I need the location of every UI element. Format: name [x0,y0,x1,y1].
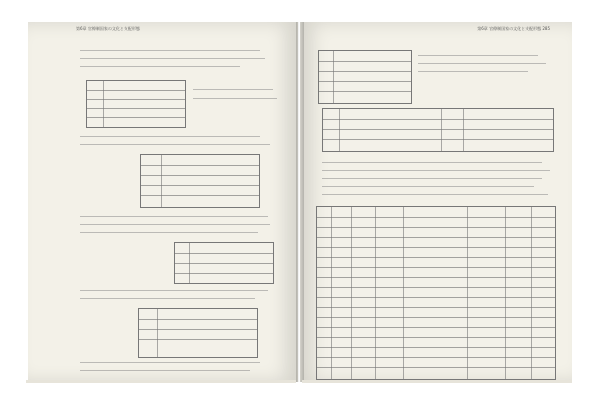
right-text-line [322,162,542,163]
right-text-line [418,55,538,56]
table-row-divider [317,227,555,228]
right-text-line [322,178,542,179]
left-text-line [193,89,273,90]
table-row-divider [317,277,555,278]
right-page-header: 第6章 官僚制国家の文化と支配形態 285 [477,26,550,31]
left-text-line [80,232,258,233]
table-row-divider [317,247,555,248]
left-table-3 [174,242,274,284]
right-table-1 [318,50,412,104]
table-row-divider [317,217,555,218]
left-text-line [80,50,260,51]
table-row-divider [317,237,555,238]
table-row-divider [87,90,185,91]
table-col-divider [189,243,190,283]
table-col-divider [157,309,158,357]
table-row-divider [317,307,555,308]
left-text-line [193,98,277,99]
table-col-divider [467,207,468,379]
left-text-line [80,290,268,291]
table-col-divider [339,109,340,151]
table-row-divider [317,357,555,358]
table-col-divider [505,207,506,379]
left-table-1 [86,80,186,128]
table-row-divider [141,185,259,186]
left-table-2 [140,154,260,208]
table-col-divider [375,207,376,379]
table-row-divider [87,108,185,109]
table-row-divider [87,99,185,100]
table-col-divider [161,155,162,207]
table-row-divider [317,267,555,268]
left-text-line [80,362,260,363]
left-text-line [80,136,260,137]
table-col-divider [331,207,332,379]
table-col-divider [403,207,404,379]
left-table-4 [138,308,258,358]
table-row-divider [323,119,553,120]
right-large-table [316,206,556,380]
left-text-line [80,298,255,299]
left-text-line [80,370,250,371]
table-row-divider [317,327,555,328]
right-text-line [322,186,534,187]
table-row-divider [323,129,553,130]
left-page [28,22,298,382]
right-text-line [322,194,548,195]
table-col-divider [333,51,334,103]
right-page [300,22,572,382]
left-text-line [80,66,240,67]
table-row-divider [87,117,185,118]
table-row-divider [141,175,259,176]
right-text-line [418,71,528,72]
left-page-edge [26,380,296,383]
table-row-divider [317,297,555,298]
left-text-line [80,216,268,217]
right-text-line [418,63,546,64]
table-col-divider [441,109,442,151]
table-row-divider [141,195,259,196]
table-row-divider [317,317,555,318]
table-row-divider [317,337,555,338]
table-row-divider [317,347,555,348]
left-text-line [80,144,270,145]
table-row-divider [317,367,555,368]
table-row-divider [317,257,555,258]
left-page-header: 第6章 官僚制国家の文化と支配形態 [76,26,140,31]
table-col-divider [351,207,352,379]
table-col-divider [463,109,464,151]
table-row-divider [317,287,555,288]
right-page-edge [302,380,572,383]
table-col-divider [103,81,104,127]
left-text-line [80,58,265,59]
left-text-line [80,224,270,225]
right-table-2 [322,108,554,152]
table-row-divider [323,139,553,140]
table-col-divider [531,207,532,379]
book-gutter [296,22,304,382]
table-row-divider [141,165,259,166]
right-text-line [322,170,550,171]
